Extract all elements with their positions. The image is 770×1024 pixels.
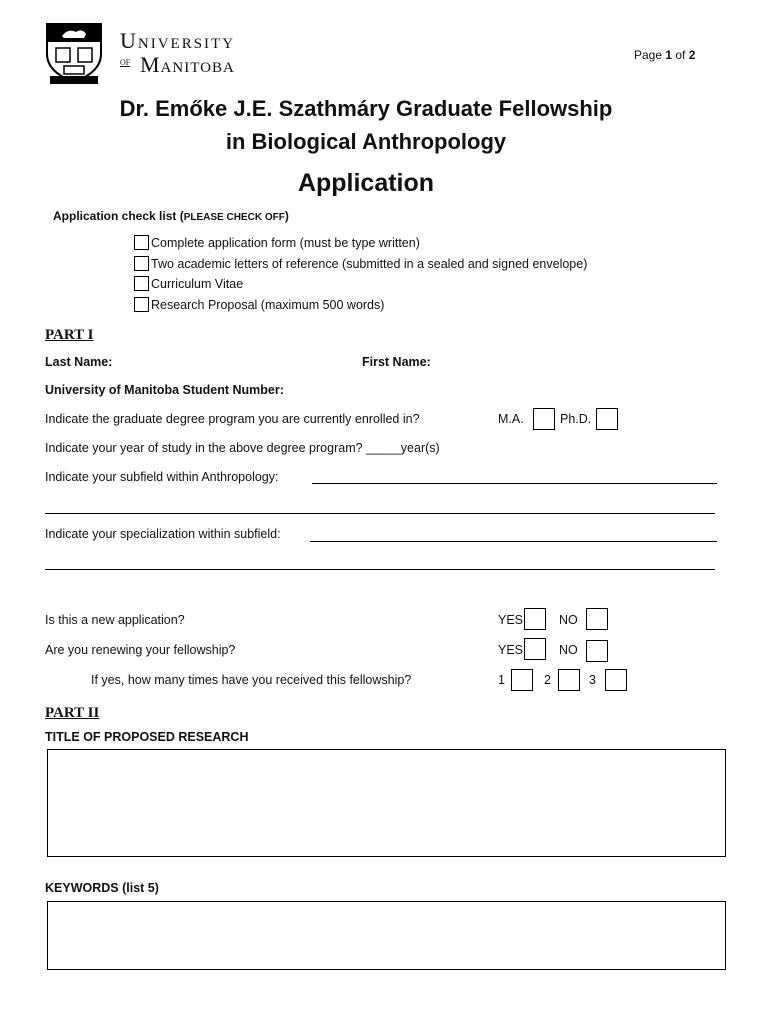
university-name-line2: Manitoba	[140, 52, 235, 77]
new-application-question: Is this a new application?	[45, 613, 185, 627]
keywords-label: KEYWORDS (list 5)	[45, 881, 159, 895]
student-number-label: University of Manitoba Student Number:	[45, 383, 284, 397]
times-two-checkbox[interactable]	[558, 669, 580, 691]
degree-phd-checkbox[interactable]	[596, 408, 618, 430]
checklist-item-label: Research Proposal (maximum 500 words)	[151, 297, 385, 312]
degree-program-question: Indicate the graduate degree program you are currently enrolled in?	[45, 412, 420, 426]
document-title-line2: in Biological Anthropology	[225, 129, 507, 154]
checkbox-research-proposal[interactable]	[134, 297, 149, 312]
times-one-label: 1	[498, 673, 505, 687]
specialization-question: Indicate your specialization within subfield:	[45, 527, 281, 541]
renew-yes-checkbox[interactable]	[524, 638, 546, 660]
part-two-heading: PART II	[45, 705, 100, 721]
checklist-item-label: Two academic letters of reference (submitted in a sealed and signed envelope)	[151, 256, 588, 271]
last-name-label: Last Name:	[45, 355, 113, 369]
times-received-question: If yes, how many times have you received this fellowship?	[91, 673, 412, 687]
page-number: Page 1 of 2	[634, 48, 696, 62]
new-app-no-checkbox[interactable]	[586, 608, 608, 630]
renew-no-checkbox[interactable]	[586, 640, 608, 662]
renew-no-label: NO	[559, 643, 578, 657]
university-crest-logo	[44, 20, 104, 86]
new-app-yes-checkbox[interactable]	[524, 608, 546, 630]
checklist-item	[134, 256, 587, 271]
times-two-label: 2	[544, 673, 551, 687]
checkbox-curriculum-vitae[interactable]	[134, 276, 149, 291]
subfield-answer-line-2[interactable]	[45, 513, 715, 514]
document-title-line1: Dr. Emőke J.E. Szathmáry Graduate Fellowship	[119, 96, 613, 121]
checklist-item	[134, 297, 384, 312]
subfield-answer-line[interactable]	[312, 483, 717, 484]
degree-ma-label: M.A.	[498, 412, 524, 426]
subfield-question: Indicate your subfield within Anthropology:	[45, 470, 279, 484]
research-title-field[interactable]	[47, 749, 726, 857]
checkbox-reference-letters[interactable]	[134, 256, 149, 271]
research-title-label: TITLE OF PROPOSED RESEARCH	[45, 730, 249, 744]
times-one-checkbox[interactable]	[511, 669, 533, 691]
year-of-study-question: Indicate your year of study in the above degree program? _____year(s)	[45, 441, 440, 455]
university-name-of: of	[120, 56, 131, 68]
keywords-field[interactable]	[47, 901, 726, 970]
checkbox-application-form[interactable]	[134, 235, 149, 250]
checklist-title: Application check list (PLEASE CHECK OFF)	[53, 209, 289, 223]
degree-ma-checkbox[interactable]	[533, 408, 555, 430]
part-one-heading: PART I	[45, 327, 94, 343]
times-three-checkbox[interactable]	[605, 669, 627, 691]
specialization-answer-line[interactable]	[310, 541, 717, 542]
checklist-item	[134, 276, 243, 291]
checklist-item-label: Complete application form (must be type written)	[151, 235, 420, 250]
times-three-label: 3	[589, 673, 596, 687]
renewing-question: Are you renewing your fellowship?	[45, 643, 236, 657]
degree-phd-label: Ph.D.	[560, 412, 592, 426]
checklist-item	[134, 235, 420, 250]
new-app-no-label: NO	[559, 613, 578, 627]
checklist-item-label: Curriculum Vitae	[151, 276, 244, 291]
specialization-answer-line-2[interactable]	[45, 569, 715, 570]
first-name-label: First Name:	[362, 355, 431, 369]
document-title-application: Application	[297, 169, 435, 197]
new-app-yes-label: YES	[498, 613, 524, 627]
renew-yes-label: YES	[498, 643, 524, 657]
university-name-line1: University	[120, 28, 236, 53]
